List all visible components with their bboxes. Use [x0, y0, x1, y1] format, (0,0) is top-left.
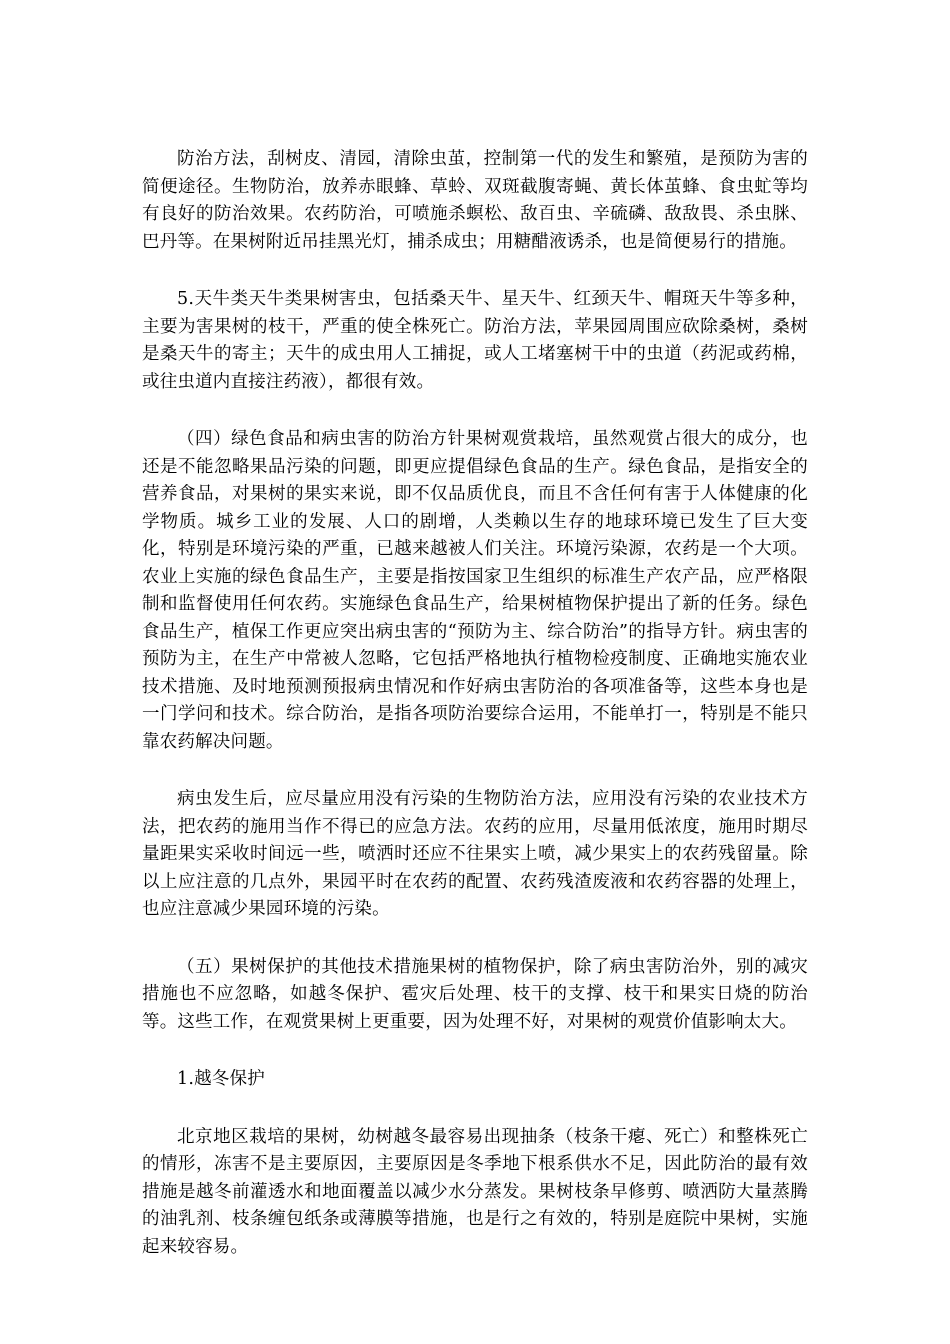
document-body [142, 146, 808, 1291]
paragraph-overwintering: 北京地区栽培的果树，幼树越冬最容易出现抽条（枝条干瘪、死亡）和整株死亡的情形，冻害不是主要原因，主要原因是冬季地下根系供水不足，因此防治的最有效措施是越冬前灌透水和地面覆盖以减少水分蒸发。果树枝条早修剪、喷洒防大量蒸腾的油乳剂、枝条缠包纸条或薄膜等措施，也是行之有效的，特别是庭院中果树，实施起来较容易。 [142, 1126, 808, 1257]
paragraph-prevention-methods: 防治方法，刮树皮、清园，清除虫茧，控制第一代的发生和繁殖，是预防为害的简便途径。生物防治，放养赤眼蜂、草蛉、双斑截腹寄蝇、黄长体茧蜂、食虫虻等均有良好的防治效果。农药防治，可喷施杀螟松、敌百虫、辛硫磷、敌敌畏、杀虫脒、巴丹等。在果树附近吊挂黑光灯，捕杀成虫；用糖醋液诱杀，也是简便易行的措施。 [142, 149, 808, 252]
paragraph-longhorn-beetles: 5.天牛类天牛类果树害虫，包括桑天牛、星天牛、红颈天牛、帽斑天牛等多种，主要为害果树的枝干，严重的使全株死亡。防治方法，苹果园周围应砍除桑树，桑树是桑天牛的寄主；天牛的成虫用人工捕捉，或人工堵塞树干中的虫道（药泥或药棉，或往虫道内直接注药液），都很有效。 [142, 289, 808, 392]
paragraph-after-pest-outbreak: 病虫发生后，应尽量应用没有污染的生物防治方法，应用没有污染的农业技术方法，把农药的施用当作不得已的应急方法。农药的应用，尽量用低浓度，施用时期尽量距果实采收时间远一些，喷洒时还应不往果实上喷，减少果实上的农药残留量。除以上应注意的几点外，果园平时在农药的配置、农药残渣废液和农药容器的处理上，也应注意减少果园环境的污染。 [142, 789, 808, 919]
section-heading-overwintering: 1.越冬保护 [177, 1069, 265, 1089]
paragraph-other-protection-measures: （五）果树保护的其他技术措施果树的植物保护，除了病虫害防治外，别的减灾措施也不应忽略，如越冬保护、雹灾后处理、枝干的支撑、枝干和果实日烧的防治等。这些工作，在观赏果树上更重要，因为处理不好，对果树的观赏价值影响太大。 [142, 956, 808, 1032]
paragraph-green-food: （四）绿色食品和病虫害的防治方针果树观赏栽培，虽然观赏占很大的成分，也还是不能忽略果品污染的问题，即更应提倡绿色食品的生产。绿色食品，是指安全的营养食品，对果树的果实来说，即不仅品质优良，而且不含任何有害于人体健康的化学物质。城乡工业的发展、人口的剧增，人类赖以生存的地球环境已发生了巨大变化，特别是环境污染的严重，已越来越被人们关注。环境污染源，农药是一个大项。农业上实施的绿色食品生产，主要是指按国家卫生组织的标准生产农产品，应严格限制和监督使用任何农药。实施绿色食品生产，给果树植物保护提出了新的任务。绿色食品生产，植保工作更应突出病虫害的“预防为主、综合防治”的指导方针。病虫害的预防为主，在生产中常被人忽略，它包括严格地执行植物检疫制度、正确地实施农业技术措施、及时地预测预报病虫情况和作好病虫害防治的各项准备等，这些本身也是一门学问和技术。综合防治，是指各项防治要综合运用，不能单打一，特别是不能只靠农药解决问题。 [142, 429, 808, 752]
